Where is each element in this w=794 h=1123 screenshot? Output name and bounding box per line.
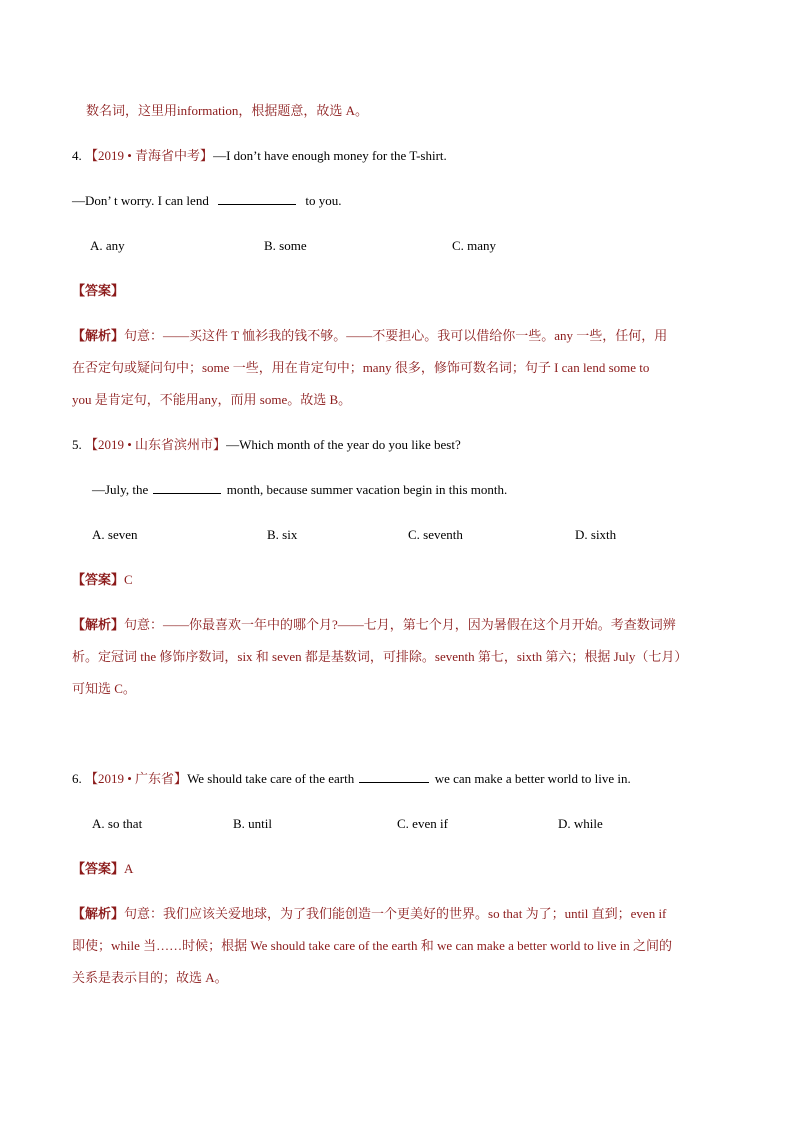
q4-option-c: C. many xyxy=(452,238,497,253)
q6-blank xyxy=(359,770,429,783)
q4-analysis-line-2: 在否定句或疑问句中；some 一些，用在肯定句中；many 很多，修饰可数名词；句子 I can lend some to xyxy=(72,360,650,375)
q6-option-b: B. until xyxy=(233,816,273,831)
q6-option-a: A. so that xyxy=(92,816,143,831)
q5-blank xyxy=(153,481,221,494)
q4-source: 【2019 • 青海省中考】 xyxy=(85,148,214,163)
q5-source: 【2019 • 山东省滨州市】 xyxy=(85,437,227,452)
q6-answer xyxy=(72,860,133,878)
q6-stem-a: We should take care of the earth xyxy=(187,771,355,786)
q5-line2 xyxy=(92,481,507,499)
q4-answer xyxy=(72,282,124,300)
q5-stem-text: —Which month of the year do you like best? xyxy=(226,437,461,452)
q4-analysis-label: 【解析】 xyxy=(72,328,125,343)
q5-analysis-line-2: 析。定冠词 the 修饰序数词，six 和 seven 都是基数词，可排除。seventh 第七，sixth 第六；根据 July（七月） xyxy=(72,649,688,664)
q5-analysis-label: 【解析】 xyxy=(72,617,125,632)
q5-option-c: C. seventh xyxy=(408,527,463,542)
q4-blank xyxy=(218,192,296,205)
q5-line2-b: month, because summer vacation begin in this month. xyxy=(226,482,508,497)
prev-text-word: information xyxy=(177,103,239,118)
q5-answer xyxy=(72,571,133,589)
q6-analysis-line-3: 关系是表示目的；故选 A。 xyxy=(72,970,228,985)
q5-option-b: B. six xyxy=(267,527,298,542)
q5-answer-value: C xyxy=(124,572,133,587)
q4-option-a: A. any xyxy=(90,238,125,253)
q5-analysis-line-3: 可知选 C。 xyxy=(72,681,136,696)
q5-option-d: D. sixth xyxy=(575,527,617,542)
q5-analysis-text-1: 句意：——你最喜欢一年中的哪个月?——七月，第七个月，因为暑假在这个月开始。考查数词辨 xyxy=(124,617,676,632)
prev-text-a: 数名词，这里用 xyxy=(86,103,178,118)
prev-analysis-continuation xyxy=(86,102,368,120)
q5-number: 5. xyxy=(72,437,82,452)
q6-source: 【2019 • 广东省】 xyxy=(85,771,188,786)
q6-answer-value: A xyxy=(124,861,134,876)
q6-option-d: D. while xyxy=(558,816,603,831)
q6-answer-label: 【答案】 xyxy=(72,861,125,876)
q5-line2-a: —July, the xyxy=(92,482,149,497)
q4-analysis-line-1 xyxy=(72,327,667,345)
q6-number: 6. xyxy=(72,771,82,786)
q4-option-b: B. some xyxy=(264,238,307,253)
q4-number: 4. xyxy=(72,148,82,163)
q6-stem xyxy=(72,770,631,788)
q5-option-a: A. seven xyxy=(92,527,138,542)
q6-option-c: C. even if xyxy=(397,816,448,831)
q5-analysis-line-1 xyxy=(72,616,676,634)
q5-answer-label: 【答案】 xyxy=(72,572,125,587)
prev-text-b: ，根据题意，故选 A。 xyxy=(238,103,369,118)
q4-line2-a: —Don’ t worry. I can lend xyxy=(72,193,209,208)
q4-stem xyxy=(72,147,447,165)
q4-analysis-line-3: you 是肯定句，不能用any，而用 some。故选 B。 xyxy=(72,392,352,407)
q4-line2-b: to you. xyxy=(305,193,342,208)
q4-analysis-text-1: 句意：——买这件 T 恤衫我的钱不够。——不要担心。我可以借给你一些。any 一些，任何，用 xyxy=(124,328,668,343)
q6-analysis-label: 【解析】 xyxy=(72,906,125,921)
q6-analysis-line-1 xyxy=(72,905,666,923)
q4-line2 xyxy=(72,192,341,210)
q6-stem-b: we can make a better world to live in. xyxy=(434,771,631,786)
q4-answer-label: 【答案】 xyxy=(72,283,125,298)
q5-stem xyxy=(72,436,461,454)
q6-analysis-text-1: 句意：我们应该关爱地球，为了我们能创造一个更美好的世界。so that 为了；until 直到；even if xyxy=(124,906,667,921)
q6-analysis-line-2: 即使；while 当……时候；根据 We should take care of the earth 和 we can make a better world to live in 之间的 xyxy=(72,938,673,953)
q4-stem-text: —I don’t have enough money for the T-shirt. xyxy=(213,148,447,163)
